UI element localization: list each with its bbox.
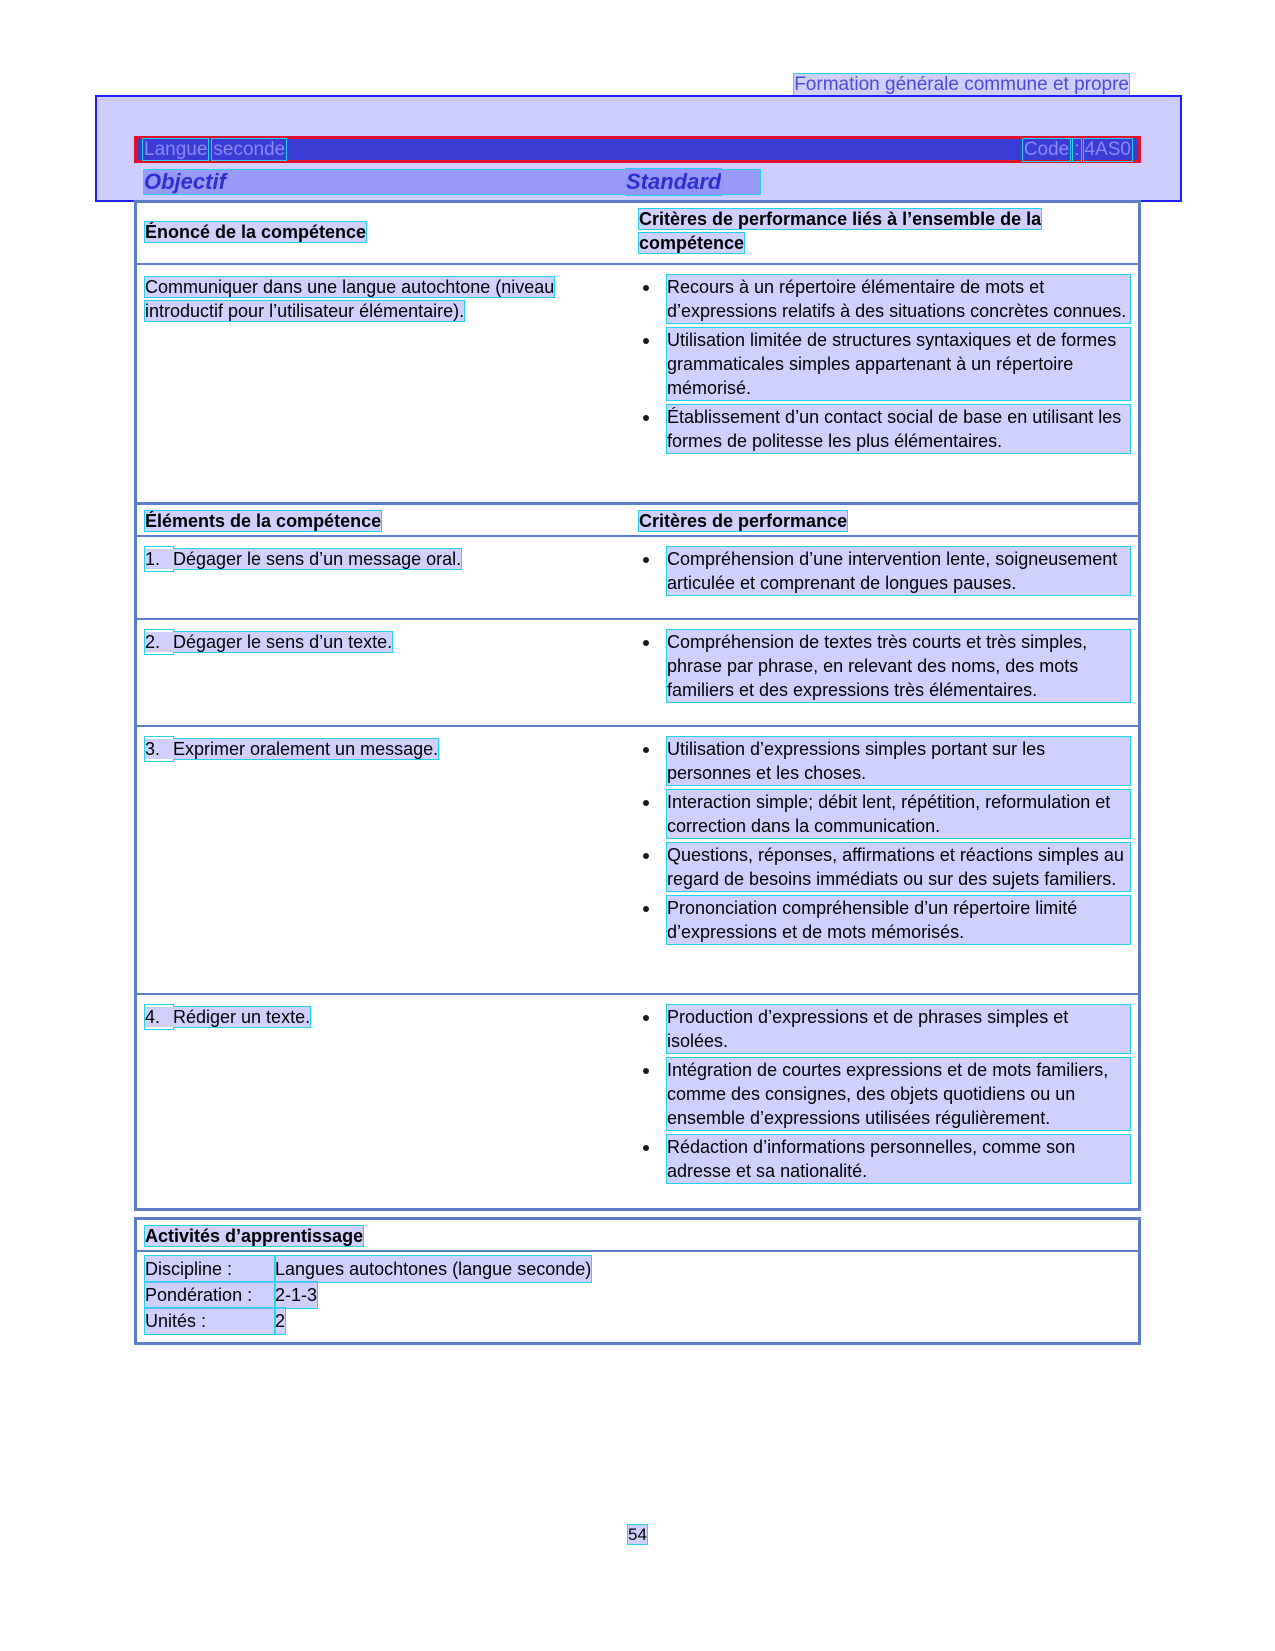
bullet-icon <box>639 328 667 400</box>
bullet-icon <box>639 275 667 323</box>
criteria-list <box>639 547 1130 595</box>
page-number-wrap <box>0 1525 1275 1545</box>
list-item: Intégration de courtes expressions et de mots familiers, comme des consignes, des objets quotidiens ou un ensemble d’expressions utilisées régulièrement. <box>639 1058 1130 1130</box>
bullet-icon <box>639 737 667 785</box>
unites-line <box>145 1308 591 1334</box>
list-item: Production d’expressions et de phrases simples et isolées. <box>639 1005 1130 1053</box>
activities-body-row <box>137 1250 1138 1342</box>
course-title-word: Langue <box>144 138 208 160</box>
table-row <box>137 535 1138 618</box>
list-item: Rédaction d’informations personnelles, comme son adresse et sa nationalité. <box>639 1135 1130 1183</box>
ponderation-label: Pondération : <box>145 1282 275 1308</box>
list-item: Utilisation d’expressions simples portant sur les personnes et les choses. <box>639 737 1130 785</box>
course-title-bar <box>134 136 1141 163</box>
ponderation-line <box>145 1282 591 1308</box>
bullet-icon <box>639 1135 667 1183</box>
page-number: 54 <box>628 1525 647 1544</box>
competence-criteria-header: Critères de performance liés à l’ensemble de la compétence <box>639 209 1042 253</box>
bullet-icon <box>639 896 667 944</box>
competence-body-row <box>137 263 1138 502</box>
list-item: Prononciation compréhensible d’un répertoire limité d’expressions et de mots mémorisés. <box>639 896 1130 944</box>
competence-criteria-list <box>639 275 1130 453</box>
table-row <box>137 618 1138 725</box>
competence-table <box>134 200 1141 505</box>
ponderation-value: 2-1-3 <box>275 1282 317 1308</box>
list-item: Recours à un répertoire élémentaire de mots et d’expressions relatifs à des situations concrètes connues. <box>639 275 1130 323</box>
discipline-line <box>145 1256 591 1282</box>
list-item: Compréhension d’une intervention lente, soigneusement articulée et comprenant de longues pauses. <box>639 547 1130 595</box>
competence-statement: Communiquer dans une langue autochtone (niveau introductif pour l’utilisateur élémentaire). <box>145 277 555 321</box>
list-item: Interaction simple; débit lent, répétition, reformulation et correction dans la communication. <box>639 790 1130 838</box>
course-code-separator: : <box>1074 138 1080 160</box>
element-item: 3. Exprimer oralement un message. <box>145 739 439 759</box>
bullet-icon <box>639 547 667 595</box>
elements-header: Éléments de la compétence <box>145 511 382 531</box>
bullet-icon <box>639 843 667 891</box>
course-code-label: Code <box>1023 138 1070 160</box>
elements-table <box>134 502 1141 1211</box>
elements-criteria-header: Critères de performance <box>639 511 848 531</box>
unites-label: Unités : <box>145 1308 275 1334</box>
activities-table <box>134 1217 1141 1345</box>
table-row <box>137 725 1138 993</box>
criteria-list <box>639 737 1130 944</box>
list-item: Établissement d’un contact social de base en utilisant les formes de politesse les plus élémentaires. <box>639 405 1130 453</box>
bullet-icon <box>639 1058 667 1130</box>
bullet-icon <box>639 790 667 838</box>
objectif-label: Objectif <box>144 169 226 194</box>
course-code <box>1023 139 1132 161</box>
discipline-label: Discipline : <box>145 1256 275 1282</box>
list-item: Compréhension de textes très courts et très simples, phrase par phrase, en relevant des noms, des mots familiers et des expressions très élémentaires. <box>639 630 1130 702</box>
activities-header: Activités d’apprentissage <box>145 1226 364 1246</box>
element-item: 2. Dégager le sens d’un texte. <box>145 632 393 652</box>
elements-header-row <box>137 505 1138 535</box>
unites-value: 2 <box>275 1308 285 1334</box>
list-item: Questions, réponses, affirmations et réactions simples au regard de besoins immédiats ou sur des sujets familiers. <box>639 843 1130 891</box>
bullet-icon <box>639 405 667 453</box>
bullet-icon <box>639 630 667 702</box>
list-item: Utilisation limitée de structures syntaxiques et de formes grammaticales simples appartenant à un répertoire mémorisé. <box>639 328 1130 400</box>
element-item: 4. Rédiger un texte. <box>145 1007 311 1027</box>
bullet-icon <box>639 1005 667 1053</box>
criteria-list <box>639 630 1130 702</box>
running-header: Formation générale commune et propre <box>794 74 1129 95</box>
discipline-value: Langues autochtones (langue seconde) <box>275 1256 591 1282</box>
course-title <box>143 139 286 161</box>
activities-header-row <box>137 1220 1138 1250</box>
competence-statement-header: Énoncé de la compétence <box>145 222 367 242</box>
competence-header-row <box>137 203 1138 263</box>
criteria-list <box>639 1005 1130 1183</box>
course-title-word: seconde <box>213 138 286 160</box>
element-item: 1. Dégager le sens d’un message oral. <box>145 549 462 569</box>
course-code-value: 4AS0 <box>1084 138 1131 160</box>
standard-label: Standard <box>626 169 722 194</box>
table-row <box>137 993 1138 1208</box>
